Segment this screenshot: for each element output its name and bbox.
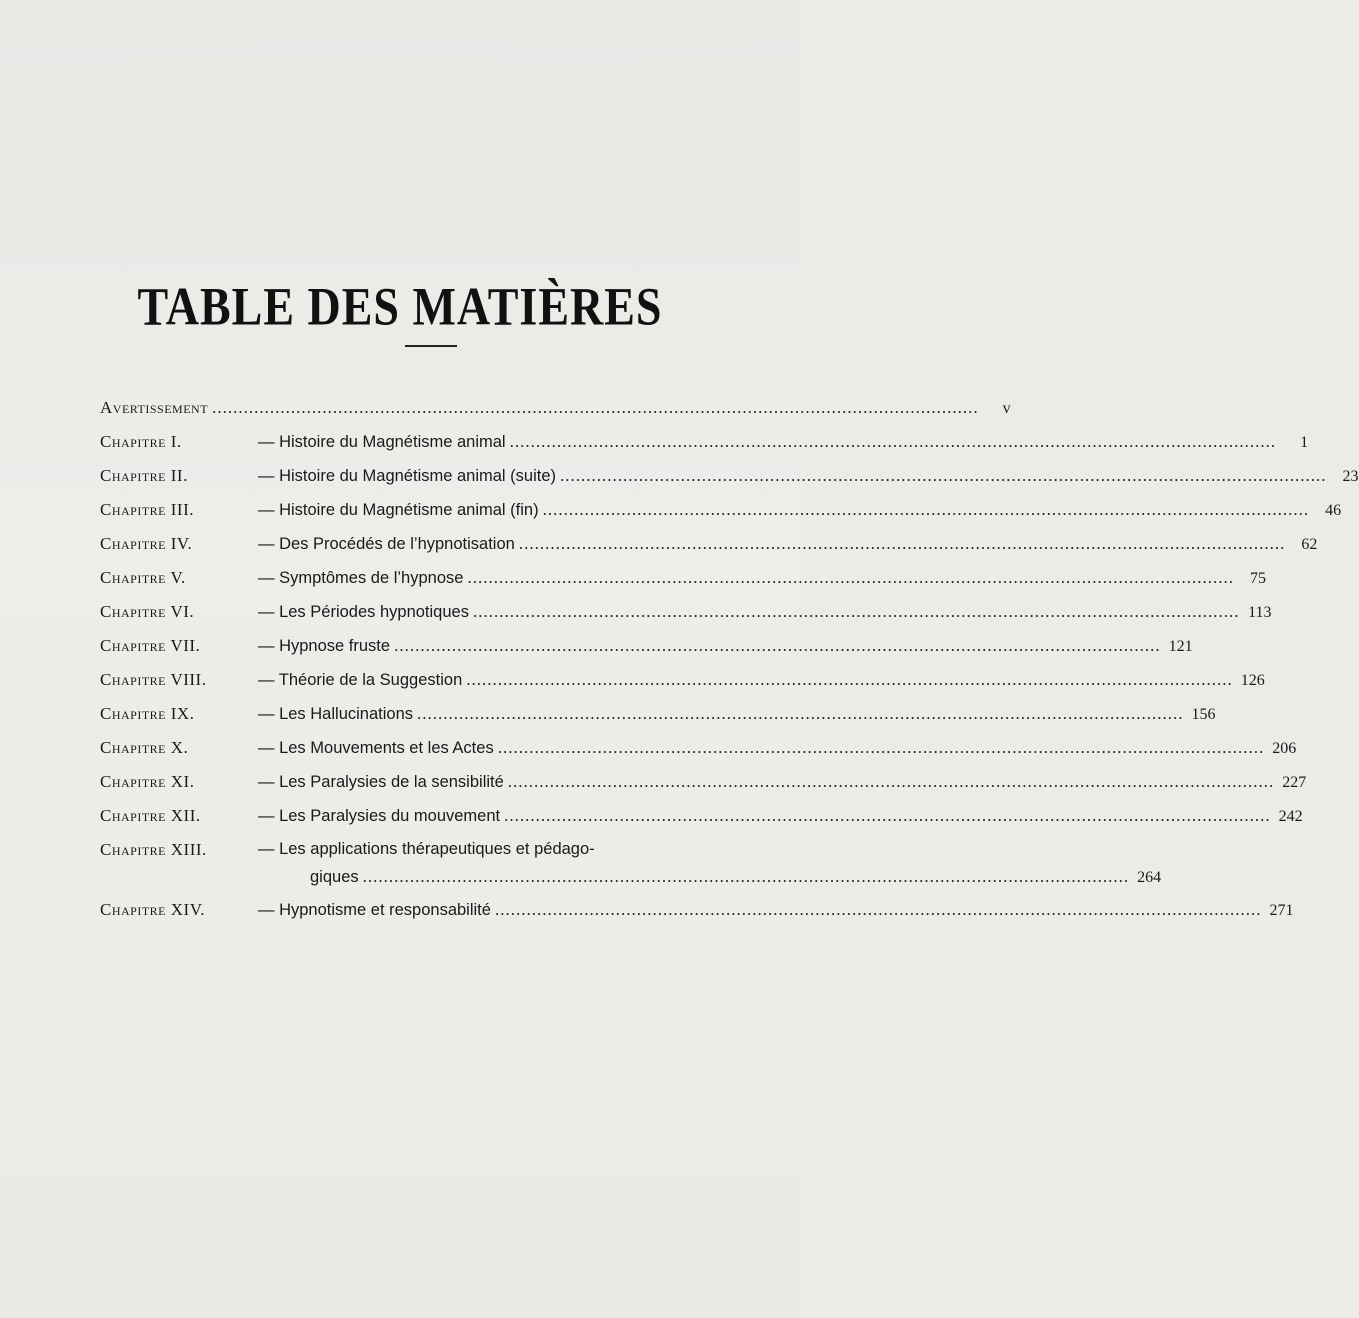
toc-label: Chapitre IX.: [100, 704, 195, 723]
table-of-contents: [100, 398, 1359, 934]
toc-title: — Histoire du Magnétisme animal: [258, 433, 506, 451]
toc-title: — Les Hallucinations: [258, 705, 413, 723]
toc-title: — Symptômes de l’hypnose: [258, 569, 464, 587]
toc-label: Chapitre XIII.: [100, 840, 207, 859]
toc-entry: [100, 432, 1309, 466]
toc-title: — Théorie de la Suggestion: [258, 671, 463, 689]
toc-label: Chapitre IV.: [100, 534, 193, 553]
toc-page-number: 126: [1240, 672, 1265, 689]
toc-label: Chapitre XII.: [100, 806, 201, 825]
toc-entry: [100, 738, 1297, 772]
leader-dots: [212, 398, 979, 418]
leader-dots: [498, 738, 1265, 758]
leader-dots: [560, 466, 1327, 486]
toc-entry: [100, 636, 1193, 670]
title-rule: [405, 345, 457, 347]
leader-dots: [417, 704, 1184, 724]
leader-dots: [473, 602, 1240, 622]
page-title: TABLE DES MATIÈRES: [137, 276, 663, 337]
toc-page-number: 227: [1282, 774, 1307, 791]
toc-title: — Les Mouvements et les Actes: [258, 739, 494, 757]
leader-dots: [394, 636, 1161, 656]
toc-page-number: 264: [1137, 869, 1162, 886]
toc-page-number: 271: [1269, 902, 1294, 919]
toc-title: — Histoire du Magnétisme animal (fin): [258, 501, 539, 519]
leader-dots: [504, 806, 1271, 826]
toc-label: Chapitre II.: [100, 466, 188, 485]
toc-label: Chapitre III.: [100, 500, 194, 519]
toc-page-number: 62: [1301, 536, 1318, 553]
toc-entry: [100, 806, 1303, 840]
toc-title: — Histoire du Magnétisme animal (suite): [258, 467, 557, 485]
toc-title-block: [258, 840, 1161, 887]
toc-page-number: 23: [1342, 468, 1359, 485]
toc-page-number: 242: [1278, 808, 1303, 825]
toc-label: Chapitre VII.: [100, 636, 201, 655]
toc-entry: [100, 900, 1294, 934]
toc-entry: [100, 670, 1265, 704]
leader-dots: [466, 670, 1233, 690]
toc-entry: [100, 534, 1318, 568]
leader-dots: [519, 534, 1286, 554]
toc-entry: [100, 772, 1307, 806]
toc-entry: [100, 602, 1272, 636]
toc-label: Chapitre I.: [100, 432, 182, 451]
leader-dots: [363, 867, 1130, 887]
toc-title: — Les applications thérapeutiques et pédago-: [258, 840, 595, 858]
toc-page-number: 206: [1272, 740, 1297, 757]
toc-entry: [100, 568, 1266, 602]
leader-dots: [495, 900, 1262, 920]
toc-title: — Les Paralysies de la sensibilité: [258, 773, 504, 791]
toc-title: — Les Périodes hypnotiques: [258, 603, 469, 621]
toc-page-number: 75: [1249, 570, 1266, 587]
leader-dots: [508, 772, 1275, 792]
toc-title: — Hypnose fruste: [258, 637, 391, 655]
toc-title-continuation: [258, 867, 1161, 887]
toc-title: — Des Procédés de l’hypnotisation: [258, 535, 515, 553]
toc-label: Chapitre V.: [100, 568, 186, 587]
leader-dots: [543, 500, 1310, 520]
toc-label: Chapitre VIII.: [100, 670, 207, 689]
toc-entry: [100, 840, 1162, 900]
toc-label: Chapitre XI.: [100, 772, 195, 791]
toc-page-number: 1: [1300, 434, 1309, 451]
toc-page-number: 113: [1248, 604, 1272, 621]
toc-entry: [100, 398, 1011, 432]
toc-page-number: v: [1002, 400, 1011, 417]
toc-title-line2: giques: [310, 868, 359, 886]
toc-label: Chapitre X.: [100, 738, 189, 757]
toc-page-number: 121: [1168, 638, 1193, 655]
toc-page-number: 46: [1325, 502, 1342, 519]
toc-entry: [100, 466, 1359, 500]
toc-label: Chapitre VI.: [100, 602, 195, 621]
leader-dots: [510, 432, 1277, 452]
leader-dots: [467, 568, 1234, 588]
toc-label: Chapitre XIV.: [100, 900, 206, 919]
toc-entry: [100, 500, 1342, 534]
toc-title: — Les Paralysies du mouvement: [258, 807, 501, 825]
toc-entry: [100, 704, 1216, 738]
toc-label: Avertissement: [100, 398, 209, 417]
toc-page-number: 156: [1191, 706, 1216, 723]
toc-title: — Hypnotisme et responsabilité: [258, 901, 491, 919]
